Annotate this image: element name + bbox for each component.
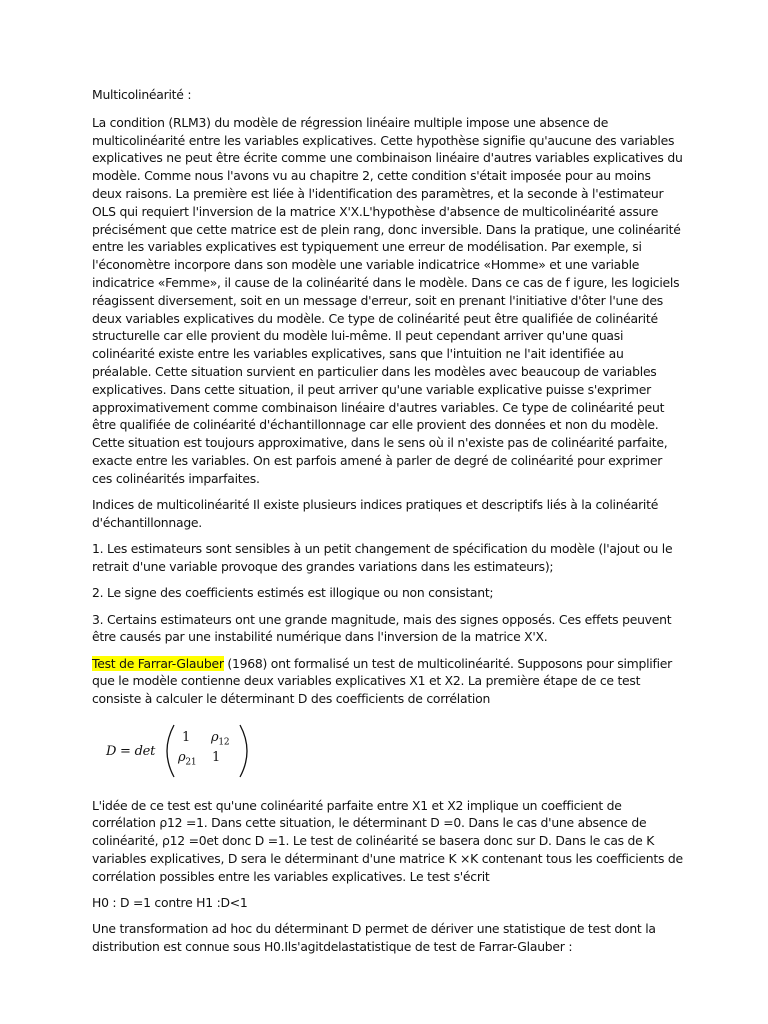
paragraph-text: (1968) ont formalisé un test de multicolinéarité. Supposons pour simplifier que le modèle contienne deux variables explicatives X1 et X2. La première étape de ce test consiste à calculer le déterminant D des coefficients de corrélation	[92, 655, 673, 707]
paragraph-intro: La condition (RLM3) du modèle de régression linéaire multiple impose une absence de multicolinéarité entre les variables explicatives. Cette hypothèse signifie qu'aucune des variables explicatives ne peut être écrite comme une combinaison linéaire d'autres variables explicatives du modèle. Comme nous l'avons vu au chapitre 2, cette condition s'était imposée pour au moins deux raisons. La première est liée à l'identification des paramètres, et la seconde à l'estimateur OLS qui requiert l'inversion de la matrice X'X.L'hypothèse d'absence de multicolinéarité assure précisément que cette matrice est de plein rang, donc inversible. Dans la pratique, une colinéarité entre les variables explicatives est typiquement une erreur de modélisation. Par exemple, si l'économètre incorpore dans son modèle une variable indicatrice «Homme» et une variable indicatrice «Femme», il cause de la colinéarité dans le modèle. Dans ce cas de f igure, les logiciels réagissent diversement, soit en un message d'erreur, soit en prenant l'initiative d'ôter l'une des deux variables explicatives du modèle. Ce type de colinéarité peut être qualifiée de colinéarité structurelle car elle provient du modèle lui-même. Il peut cependant arriver qu'une quasi colinéarité existe entre les variables explicatives, sans que l'intuition ne l'ait identifiée au préalable. Cette situation survient en particulier dans les modèles avec beaucoup de variables explicatives. Dans cette situation, il peut arriver qu'une variable explicative puisse s'exprimer approximativement comme combinaison linéaire d'autres variables. Ce type de colinéarité peut être qualifiée de colinéarité d'échantillonnage car elle provient des données et non du modèle. Cette situation est toujours approximative, dans le sens où il n'existe pas de colinéarité parfaite, exacte entre les variables. On est parfois amené à parler de degré de colinéarité pour exprimer ces colinéarités imparfaites.	[92, 114, 683, 486]
list-item-3: 3. Certains estimateurs ont une grande magnitude, mais des signes opposés. Ces effets peuvent être causés par une instabilité numérique dans l'inversion de la matrice X'X.	[92, 611, 672, 645]
hypothesis-line: H0 : D =1 contre H1 :D<1	[92, 894, 248, 910]
matrix-cell-12: $\rho_{12}$	[211, 729, 230, 748]
paragraph-idea: L'idée de ce test est qu'une colinéarité parfaite entre X1 et X2 implique un coefficient de corrélation ρ12 =1. Dans cette situation, le déterminant D =0. Dans le cas d'une absence de colinéarité, ρ12 =0et donc D =1. Le test de colinéarité se basera donc sur D. Dans le cas de K variables explicatives, D sera le déterminant d'une matrice K ×K contenant tous les coefficients de corrélation possibles entre les variables explicatives. Le test s'écrit	[92, 797, 683, 884]
highlighted-text: Test de Farrar-Glauber	[92, 655, 224, 671]
paragraph-transformation: Une transformation ad hoc du déterminant D permet de dériver une statistique de test dont la distribution est connue sous H0.Ils'agitdelastatistique de test de Farrar-Glauber :	[92, 921, 656, 955]
paragraph-farrar-glauber	[92, 655, 684, 708]
formula-lhs: D = det	[106, 743, 156, 759]
matrix-cell-22: 1	[212, 749, 221, 765]
paragraph-indices: Indices de multicolinéarité Il existe plusieurs indices pratiques et descriptifs liés à la colinéarité d'échantillonnage.	[92, 497, 659, 530]
section-title: Multicolinéarité :	[92, 87, 192, 102]
determinant-formula	[92, 717, 684, 785]
matrix-cell-21: $\rho_{21}$	[178, 749, 197, 768]
matrix-cell-11: 1	[182, 729, 191, 745]
list-item-1: 1. Les estimateurs sont sensibles à un petit changement de spécification du modèle (l'ajout ou le retrait d'une variable provoque des grandes variations dans les estimateurs);	[92, 541, 673, 574]
document-body	[92, 86, 684, 964]
list-item-2: 2. Le signe des coefficients estimés est illogique ou non consistant;	[92, 585, 494, 601]
